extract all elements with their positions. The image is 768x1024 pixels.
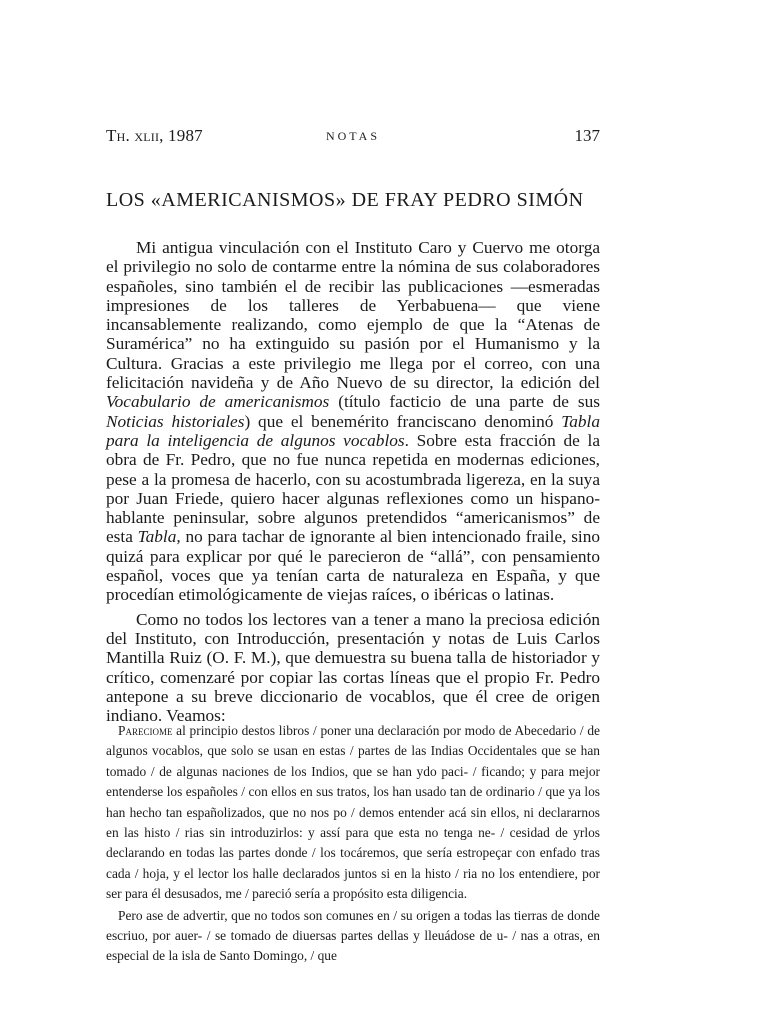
block-quotation xyxy=(106,721,600,967)
paragraph-1-text-e: ) que el benemérito franciscano denominó xyxy=(244,411,562,431)
article-title: LOS «AMERICANISMOS» DE FRAY PEDRO SIMÓN xyxy=(106,189,584,211)
paragraph-1-text-a: Mi antigua vinculación con el Instituto Caro y Cuervo me otorga el privilegio no solo de contarme entre la nómina de sus colaboradores españoles, sino también el de recibir las publicaciones —esmeradas impresiones de los talleres de Yerbabuena— que viene incansablemente realizando, como ejemplo de que la “Atenas de Suramérica” no ha extinguido su pasión por el Humanismo y la Cultura. Gracias a este privilegio me llega por el correo, con una felicitación navideña y de Año Nuevo de su director, la edición del xyxy=(106,238,600,393)
paragraph-1-text-i: no para tachar de ignorante al bien intencionado fraile, sino quizá para explicar por qué le parecieron de “allá”, con pensamiento español, voces que ya tenían carta de naturaleza en España, y que procedían etimológicamente de viejas raíces, o ibéricas o latinas. xyxy=(106,527,601,605)
running-header xyxy=(106,126,600,150)
article-body xyxy=(106,238,600,725)
work-title-tabla-short: Tabla, xyxy=(137,527,181,547)
quote-paragraph-1 xyxy=(106,721,600,905)
journal-volume-year: Th. xlii, 1987 xyxy=(106,126,203,145)
quote-lead-word: Pareciome xyxy=(118,723,173,738)
quote-paragraph-2: Pero ase de advertir, que no todos son comunes en / su origen a todas las tierras de donde escriuo, por auer- / se tomado de diuersas partes dellas y lleuádose de u- / nas a otras, en especial de la isla de Santo Domingo, / que xyxy=(106,907,600,964)
paragraph-1-text-g: . Sobre esta fracción de la obra de Fr. Pedro, que no fue nunca repetida en modernas ediciones, pese a la promesa de hacerlo, con su acostumbrada ligereza, en la suya por Juan Friede, quiero hacer algunas reflexiones como un hispano-hablante peninsular, sobre algunos pretendidos “americanismos” de esta xyxy=(106,430,600,547)
paragraph-2: Como no todos los lectores van a tener a mano la preciosa edición del Instituto, con Introducción, presentación y notas de Luis Carlos Mantilla Ruiz (O. F. M.), que demuestra su buena talla de historiador y crítico, comenzaré por copiar las cortas líneas que el propio Fr. Pedro antepone a su breve diccionario de vocablos, que él cree de origen indiano. Veamos: xyxy=(106,609,600,726)
quote-paragraph-1-text: al principio destos libros / poner una declaración por modo de Abecedario / de algunos vocablos, que solo se usan en estas / partes de las Indias Occidentales que se han tomado / de algunas naciones de los Indios, que se han ydo paci- / ficando; y para mejor entenderse los españoles / con ellos en sus tratos, los han usado tan de ordinario / que ya los han hecho tan españolizados, que no nos po / demos entender acá sin ellos, ni declararnos en las histo / rias sin introduzirlos: y assí para que esta no tenga ne- / cesidad de yrlos declarando en todas las partes donde / los tocáremos, que sería estropeçar con enfado tras cada / hoja, y el lector los halle declarados juntos si en la histo / ria no los entendiere, por ser para él desusados, me / pareció sería a propósito esta diligencia. xyxy=(106,723,600,902)
work-title-vocabulario: Vocabulario de americanismos xyxy=(106,392,330,412)
paragraph-1-text-c: (título facticio de una parte de sus xyxy=(329,392,600,412)
paragraph-1 xyxy=(106,238,600,605)
work-title-noticias: Noticias historiales xyxy=(106,411,245,431)
work-title-tabla: Tabla para la inteligencia de algunos vocablos xyxy=(106,411,600,450)
section-label: NOTAS xyxy=(325,129,381,143)
page-number: 137 xyxy=(574,126,600,145)
